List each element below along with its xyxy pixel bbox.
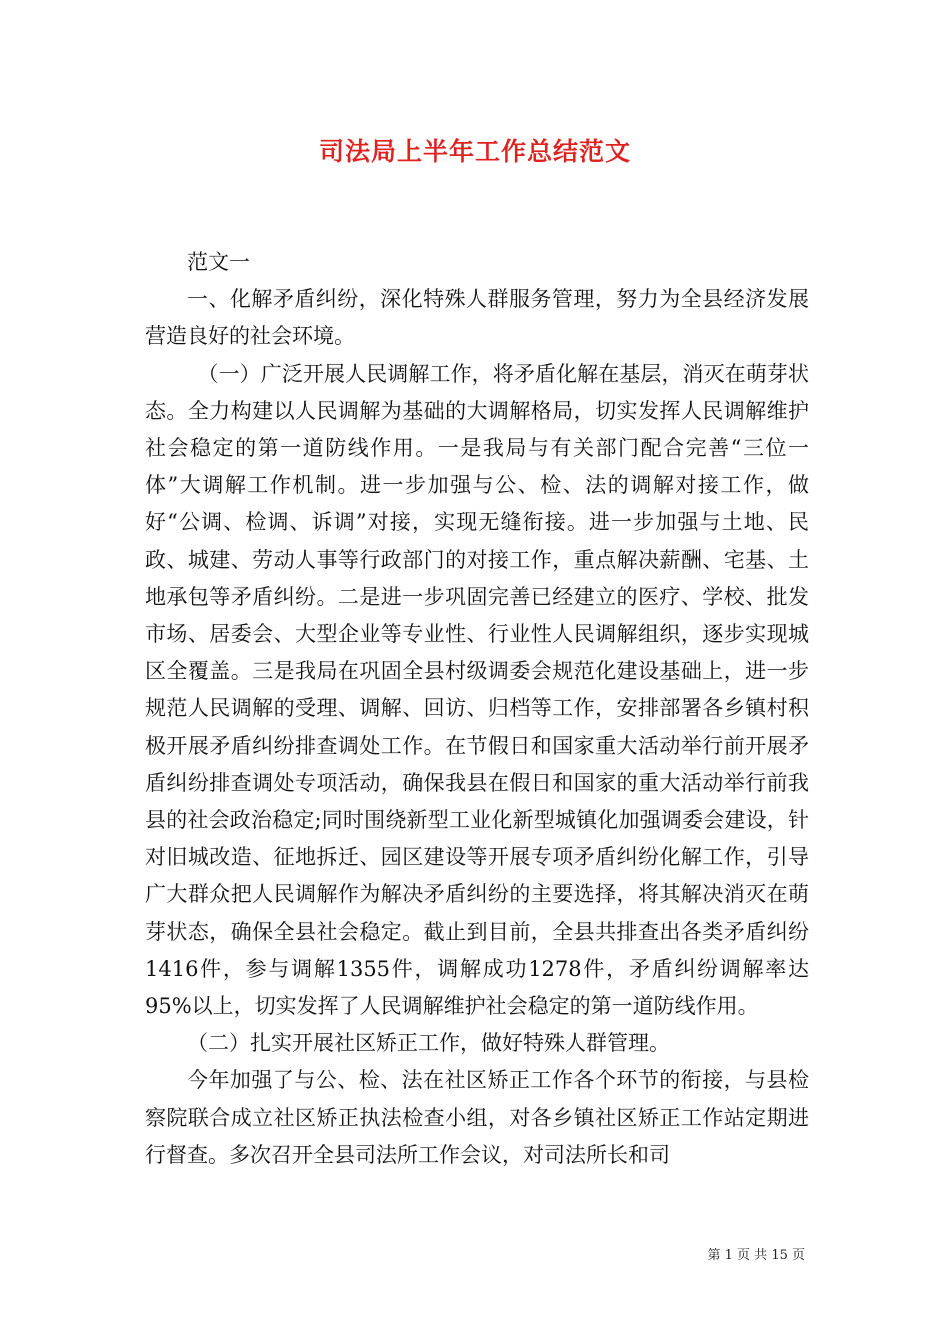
page-number-footer: 第 1 页 共 15 页 bbox=[707, 1248, 805, 1263]
paragraph-community-correction-body: 今年加强了与公、检、法在社区矫正工作各个环节的衔接，与县检察院联合成立社区矫正执法检查小组，对各乡镇社区矫正工作站定期进行督查。多次召开全县司法所工作会议，对司法所长和司 bbox=[145, 1068, 809, 1167]
paragraph-community-correction-heading: （二）扎实开展社区矫正工作，做好特殊人群管理。 bbox=[187, 1031, 670, 1056]
paragraph-section-one-heading: 一、化解矛盾纠纷，深化特殊人群服务管理，努力为全县经济发展营造良好的社会环境。 bbox=[145, 287, 809, 349]
document-body bbox=[145, 244, 809, 1174]
document-title: 司法局上半年工作总结范文 bbox=[318, 137, 631, 166]
paragraph-fanwen-label: 范文一 bbox=[187, 250, 250, 274]
paragraph-mediation-work: （一）广泛开展人民调解工作，将矛盾化解在基层，消灭在萌芽状态。全力构建以人民调解为基础的大调解格局，切实发挥人民调解维护社会稳定的第一道防线作用。一是我局与有关部门配合完善“三位一体”大调解工作机制。进一步加强与公、检、法的调解对接工作，做好“公调、检调、诉调”对接，实现无缝衔接。进一步加强与土地、民政、城建、劳动人事等行政部门的对接工作，重点解决薪酬、宅基、土地承包等矛盾纠纷。二是进一步巩固完善已经建立的医疗、学校、批发市场、居委会、大型企业等专业性、行业性人民调解组织，逐步实现城区全覆盖。三是我局在巩固全县村级调委会规范化建设基础上，进一步规范人民调解的受理、调解、回访、归档等工作，安排部署各乡镇村积极开展矛盾纠纷排查调处工作。在节假日和国家重大活动举行前开展矛盾纠纷排查调处专项活动，确保我县在假日和国家的重大活动举行前我县的社会政治稳定;同时围绕新型工业化新型城镇化加强调委会建设，针对旧城改造、征地拆迁、园区建设等开展专项矛盾纠纷化解工作，引导广大群众把人民调解作为解决矛盾纠纷的主要选择，将其解决消灭在萌芽状态，确保全县社会稳定。截止到目前，全县共排查出各类矛盾纠纷1416件，参与调解1355件，调解成功1278件，矛盾纠纷调解率达95%以上，切实发挥了人民调解维护社会稳定的第一道防线作用。 bbox=[145, 361, 809, 1019]
